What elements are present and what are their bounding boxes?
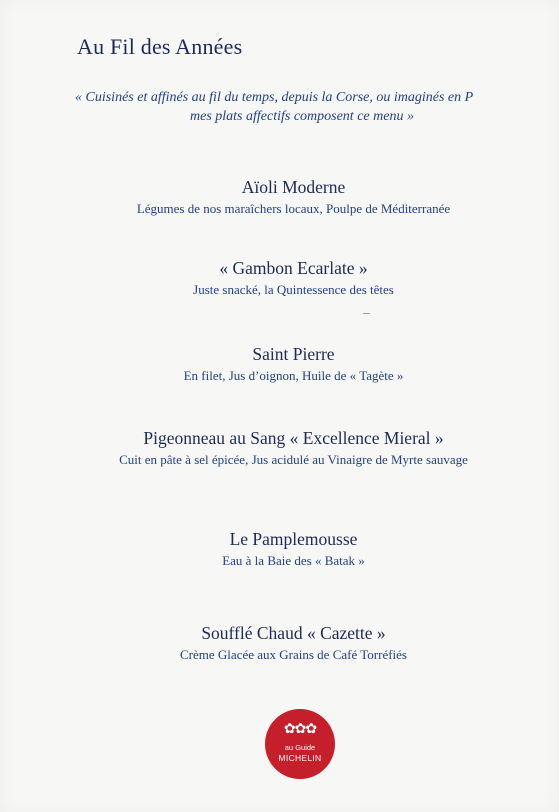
dish-description: En filet, Jus d’oignon, Huile de « Tagète » (183, 368, 404, 383)
course-item (14, 529, 559, 569)
dish-name: Aïoli Moderne (241, 177, 346, 197)
dish-name: Soufflé Chaud « Cazette » (201, 623, 386, 643)
menu-title: Au Fil des Années (77, 34, 243, 59)
michelin-badge (265, 709, 335, 779)
badge-text-au-guide: au Guide (284, 743, 316, 752)
dish-description: Légumes de nos maraîchers locaux, Poulpe de Méditerranée (136, 201, 451, 216)
dish-description: Cuit en pâte à sel épicée, Jus acidulé au Vinaigre de Myrte sauvage (119, 452, 468, 467)
badge-text-michelin: MICHELIN (278, 753, 322, 763)
dish-name: Le Pamplemousse (229, 529, 358, 549)
course-item (14, 177, 559, 217)
course-item (14, 258, 559, 298)
intro-quote-line-2: mes plats affectifs composent ce menu » (190, 109, 414, 124)
course-item (14, 344, 559, 384)
dish-name: « Gambon Ecarlate » (219, 258, 368, 278)
dish-name: Pigeonneau au Sang « Excellence Mieral » (143, 428, 444, 448)
course-item (14, 428, 559, 468)
print-mark (363, 313, 370, 314)
dish-description: Eau à la Baie des « Batak » (222, 553, 365, 568)
dish-description: Juste snacké, la Quintessence des têtes (193, 282, 394, 297)
dish-name: Saint Pierre (252, 344, 335, 364)
dish-description: Crème Glacée aux Grains de Café Torréfiés (180, 647, 407, 662)
intro-quote-line-1: « Cuisinés et affinés au fil du temps, depuis la Corse, ou imaginés en P (75, 90, 474, 105)
michelin-stars-icon: ✿✿✿ (283, 720, 317, 736)
course-item (14, 623, 559, 663)
